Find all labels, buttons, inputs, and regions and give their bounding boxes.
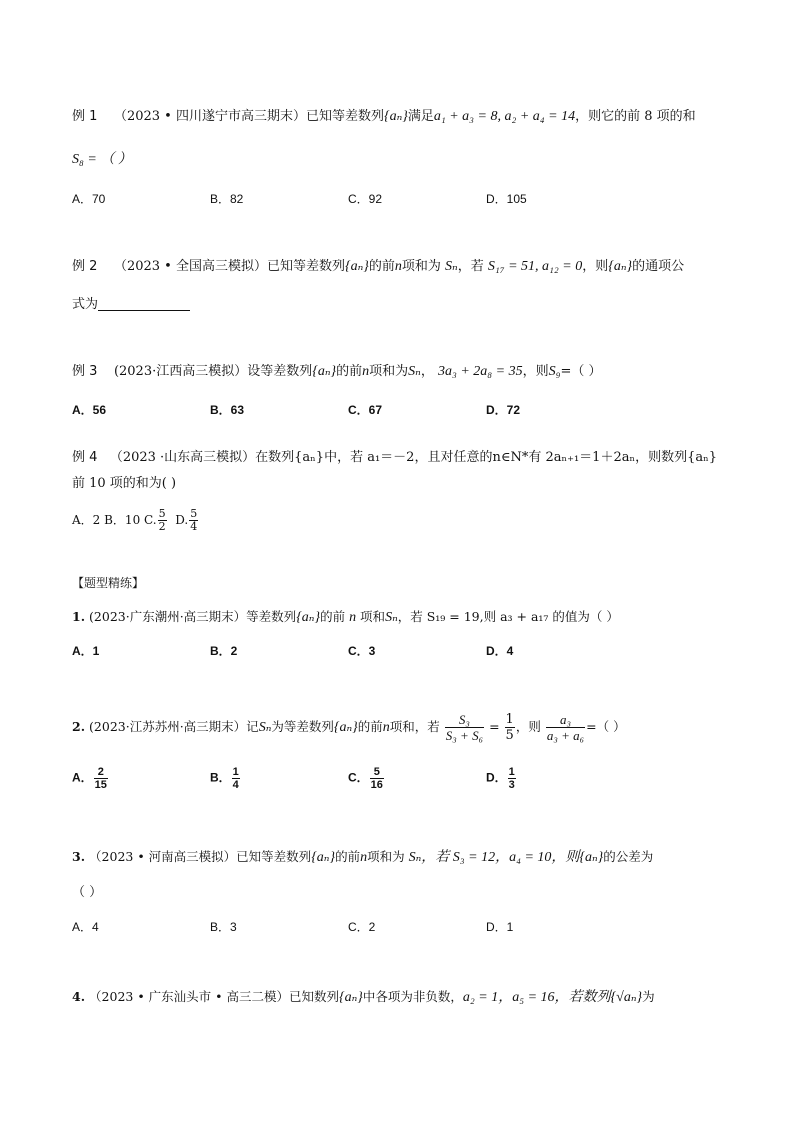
question-2-option-b[interactable] bbox=[210, 766, 241, 791]
question-2-text: ，则 bbox=[515, 719, 541, 734]
example-4-option-c-fraction[interactable] bbox=[158, 508, 167, 533]
example-4-options bbox=[72, 508, 199, 533]
example-1-line-2 bbox=[72, 151, 132, 169]
example-4-condition: n∈N*有 2aₙ₊₁＝1＋2aₙ，则数列{aₙ} bbox=[492, 450, 718, 465]
question-2-text: 的前 bbox=[357, 719, 383, 734]
answer-blank[interactable] bbox=[98, 298, 190, 311]
frac-den: 2 bbox=[158, 520, 166, 533]
example-2-text: 的前 bbox=[368, 259, 395, 274]
section-title: 【题型精练】 bbox=[72, 576, 145, 590]
frac-den: 16 bbox=[370, 779, 383, 791]
example-2-line-1 bbox=[72, 258, 684, 276]
question-1-condition: ，若 S₁₉ = 19,则 a₃ + a₁₇ 的值为（ ） bbox=[397, 609, 619, 624]
question-2-fraction-1 bbox=[445, 712, 484, 743]
example-3-source: (2023·江西高三模拟）设等差数列 bbox=[113, 364, 313, 379]
frac-den: 4 bbox=[232, 779, 239, 791]
question-2-option-c[interactable] bbox=[348, 766, 385, 791]
example-1-s8: S₈ = （ ） bbox=[72, 152, 132, 167]
example-4-text: 前 10 项的和为( ) bbox=[72, 476, 177, 491]
example-3-text: 的前 bbox=[336, 364, 363, 379]
question-3-option-d[interactable]: D．1 bbox=[486, 920, 514, 934]
sequence-an: {aₙ} bbox=[383, 109, 408, 124]
example-1-condition: a₁ + a₃ = 8, a₂ + a₄ = 14 bbox=[433, 109, 576, 124]
example-2-source: （2023 • 全国高三模拟）已知等差数列 bbox=[113, 259, 345, 274]
example-3-label: 例 3 bbox=[72, 364, 98, 379]
example-3-tail: =（ ） bbox=[560, 364, 602, 379]
question-1-text: 的前 bbox=[320, 609, 346, 624]
option-label: C． bbox=[348, 770, 369, 785]
question-2-fraction-3 bbox=[546, 712, 585, 743]
frac-num: 1 bbox=[505, 712, 514, 727]
question-2-fraction-2 bbox=[505, 712, 515, 743]
question-1-option-d[interactable]: D．4 bbox=[486, 644, 514, 658]
option-label: B． bbox=[210, 770, 231, 785]
example-2-condition: S₁₇ = 51, a₁₂ = 0 bbox=[487, 259, 583, 274]
frac-num: a₃ bbox=[546, 712, 585, 728]
example-3-option-d[interactable]: D．72 bbox=[486, 403, 521, 417]
example-2-text: ，则 bbox=[582, 259, 609, 274]
frac-num: 1 bbox=[232, 766, 239, 778]
var-n: n bbox=[362, 364, 370, 379]
example-3-line-1: 例 3 (2023·江西高三模拟）设等差数列{aₙ}的前n项和为Sₙ， 3a₃ + 2a₈ = 35，则S₉=（ ） bbox=[72, 364, 602, 379]
example-1-option-b[interactable]: B．82 bbox=[210, 192, 244, 206]
example-4-option-d-fraction[interactable] bbox=[189, 508, 198, 533]
example-4-line-1 bbox=[72, 449, 717, 467]
frac-den: S₃ + S₆ bbox=[445, 728, 484, 743]
question-4-line-1 bbox=[72, 988, 655, 1007]
example-3-option-b[interactable]: B．63 bbox=[210, 403, 245, 417]
example-1-line-1 bbox=[72, 108, 696, 126]
sequence-sqrt-an: {√aₙ} bbox=[610, 990, 643, 1005]
question-3-label: 3. bbox=[72, 849, 86, 864]
var-n: n bbox=[349, 610, 357, 625]
frac-num: 5 bbox=[158, 507, 166, 520]
option-fraction bbox=[370, 766, 384, 791]
var-sn: Sₙ bbox=[408, 850, 422, 865]
sequence-an: {aₙ} bbox=[339, 990, 363, 1005]
example-1-option-d[interactable]: D．105 bbox=[486, 192, 527, 206]
example-3-text: 项和为 bbox=[369, 364, 409, 379]
question-3-source: （2023 • 河南高三模拟）已知等差数列 bbox=[89, 849, 312, 864]
question-3-option-a[interactable]: A．4 bbox=[72, 920, 99, 934]
question-4-tail: 为 bbox=[642, 989, 655, 1004]
question-4-source: （2023 • 广东汕头市 • 高三二模）已知数列 bbox=[89, 989, 339, 1004]
example-2-tail: 的通项公 bbox=[632, 259, 685, 274]
question-1-text: 项和 bbox=[360, 609, 386, 624]
example-2-text: 式为 bbox=[72, 297, 99, 312]
var-sn: Sₙ bbox=[258, 720, 272, 735]
question-3-option-c[interactable]: C．2 bbox=[348, 920, 376, 934]
question-2-text: 项和，若 bbox=[389, 719, 440, 734]
frac-den: 4 bbox=[190, 520, 198, 533]
equals-sign: = bbox=[489, 719, 500, 734]
sequence-an: {aₙ} bbox=[608, 259, 633, 274]
option-fraction bbox=[232, 766, 240, 791]
question-2-line-1 bbox=[72, 708, 626, 747]
example-1-text: 满足 bbox=[407, 109, 434, 124]
question-1-option-a[interactable]: A．1 bbox=[72, 644, 100, 658]
question-2-option-d[interactable] bbox=[486, 766, 517, 791]
question-2-label: 2. bbox=[72, 719, 86, 734]
question-1-line-1 bbox=[72, 608, 619, 627]
question-4-text: 中各项为非负数， bbox=[362, 989, 463, 1004]
sequence-an: {aₙ} bbox=[296, 610, 321, 625]
frac-den: 5 bbox=[505, 728, 514, 743]
question-3-text: 项和为 bbox=[367, 849, 405, 864]
question-2-source: (2023·江苏苏州·高三期末）记 bbox=[89, 719, 259, 734]
example-1-label: 例 1 bbox=[72, 109, 98, 124]
question-3-line-1 bbox=[72, 848, 653, 867]
question-2-text: 为等差数列 bbox=[271, 719, 334, 734]
frac-num: 1 bbox=[508, 766, 515, 778]
sequence-an: {aₙ} bbox=[312, 364, 337, 379]
example-4-option-d-label[interactable]: D. bbox=[175, 513, 189, 527]
question-4-label: 4. bbox=[72, 989, 86, 1004]
option-fraction bbox=[94, 766, 108, 791]
example-2-line-2 bbox=[72, 296, 190, 314]
example-3-option-c[interactable]: C．67 bbox=[348, 403, 383, 417]
question-3-line-2 bbox=[72, 884, 102, 902]
example-1-option-a[interactable]: A．70 bbox=[72, 192, 106, 206]
example-2-label: 例 2 bbox=[72, 259, 98, 274]
option-label: D． bbox=[486, 770, 507, 785]
sequence-an: {aₙ} bbox=[579, 850, 604, 865]
var-sn: Sₙ bbox=[385, 610, 398, 625]
example-1-option-c[interactable]: C．92 bbox=[348, 192, 383, 206]
question-2-tail: =（ ） bbox=[586, 719, 626, 734]
question-1-label: 1. bbox=[72, 609, 86, 624]
question-1-option-c[interactable]: C．3 bbox=[348, 644, 376, 658]
frac-num: 2 bbox=[94, 766, 108, 779]
question-2-option-a[interactable] bbox=[72, 766, 109, 791]
var-sn: Sₙ bbox=[408, 364, 421, 379]
var-n: n bbox=[394, 259, 402, 274]
question-4-condition: a₂ = 1，a₅ = 16，若数列 bbox=[462, 990, 611, 1005]
option-label: A． bbox=[72, 770, 93, 785]
question-3-text: 的前 bbox=[335, 849, 361, 864]
frac-num: 5 bbox=[190, 507, 198, 520]
frac-num: S₃ bbox=[445, 712, 484, 728]
example-1-tail: ，则它的前 8 项的和 bbox=[575, 109, 696, 124]
example-4-source: （2023 ·山东高三模拟）在数列{aₙ}中，若 a₁＝－2，且对任意的 bbox=[109, 450, 493, 465]
question-1-option-b[interactable]: B．2 bbox=[210, 644, 238, 658]
example-2-text: 项和为 bbox=[401, 259, 441, 274]
frac-den: 3 bbox=[508, 779, 515, 791]
frac-num: 5 bbox=[370, 766, 384, 779]
question-3-condition: ，若 S₃ = 12，a₄ = 10，则 bbox=[421, 850, 580, 865]
sequence-an: {aₙ} bbox=[344, 259, 369, 274]
example-3-condition: 3a₃ + 2a₈ = 35 bbox=[437, 364, 523, 379]
example-2-text: ，若 bbox=[457, 259, 484, 274]
example-4-options-ab[interactable]: A．2 B．10 C. bbox=[72, 513, 157, 527]
example-4-label: 例 4 bbox=[72, 450, 98, 465]
var-s9: S₉ bbox=[548, 364, 561, 379]
sequence-an: {aₙ} bbox=[311, 850, 336, 865]
frac-den: a₃ + a₆ bbox=[546, 728, 585, 743]
example-3-text: ，则 bbox=[522, 364, 549, 379]
example-1-source: （2023 • 四川遂宁市高三期末）已知等差数列 bbox=[113, 109, 384, 124]
question-3-tail: 的公差为 bbox=[603, 849, 654, 864]
var-sn: Sₙ bbox=[445, 259, 458, 274]
question-1-source: (2023·广东潮州·高三期末）等差数列 bbox=[89, 609, 297, 624]
frac-den: 15 bbox=[94, 779, 107, 791]
sequence-an: {aₙ} bbox=[333, 720, 358, 735]
option-fraction bbox=[508, 766, 516, 791]
example-4-line-2 bbox=[72, 475, 176, 493]
question-3-option-b[interactable]: B．3 bbox=[210, 920, 237, 934]
example-3-option-a[interactable]: A．56 bbox=[72, 403, 107, 417]
var-n: n bbox=[382, 720, 390, 735]
var-n: n bbox=[360, 850, 368, 865]
question-3-text: （ ） bbox=[72, 885, 103, 900]
